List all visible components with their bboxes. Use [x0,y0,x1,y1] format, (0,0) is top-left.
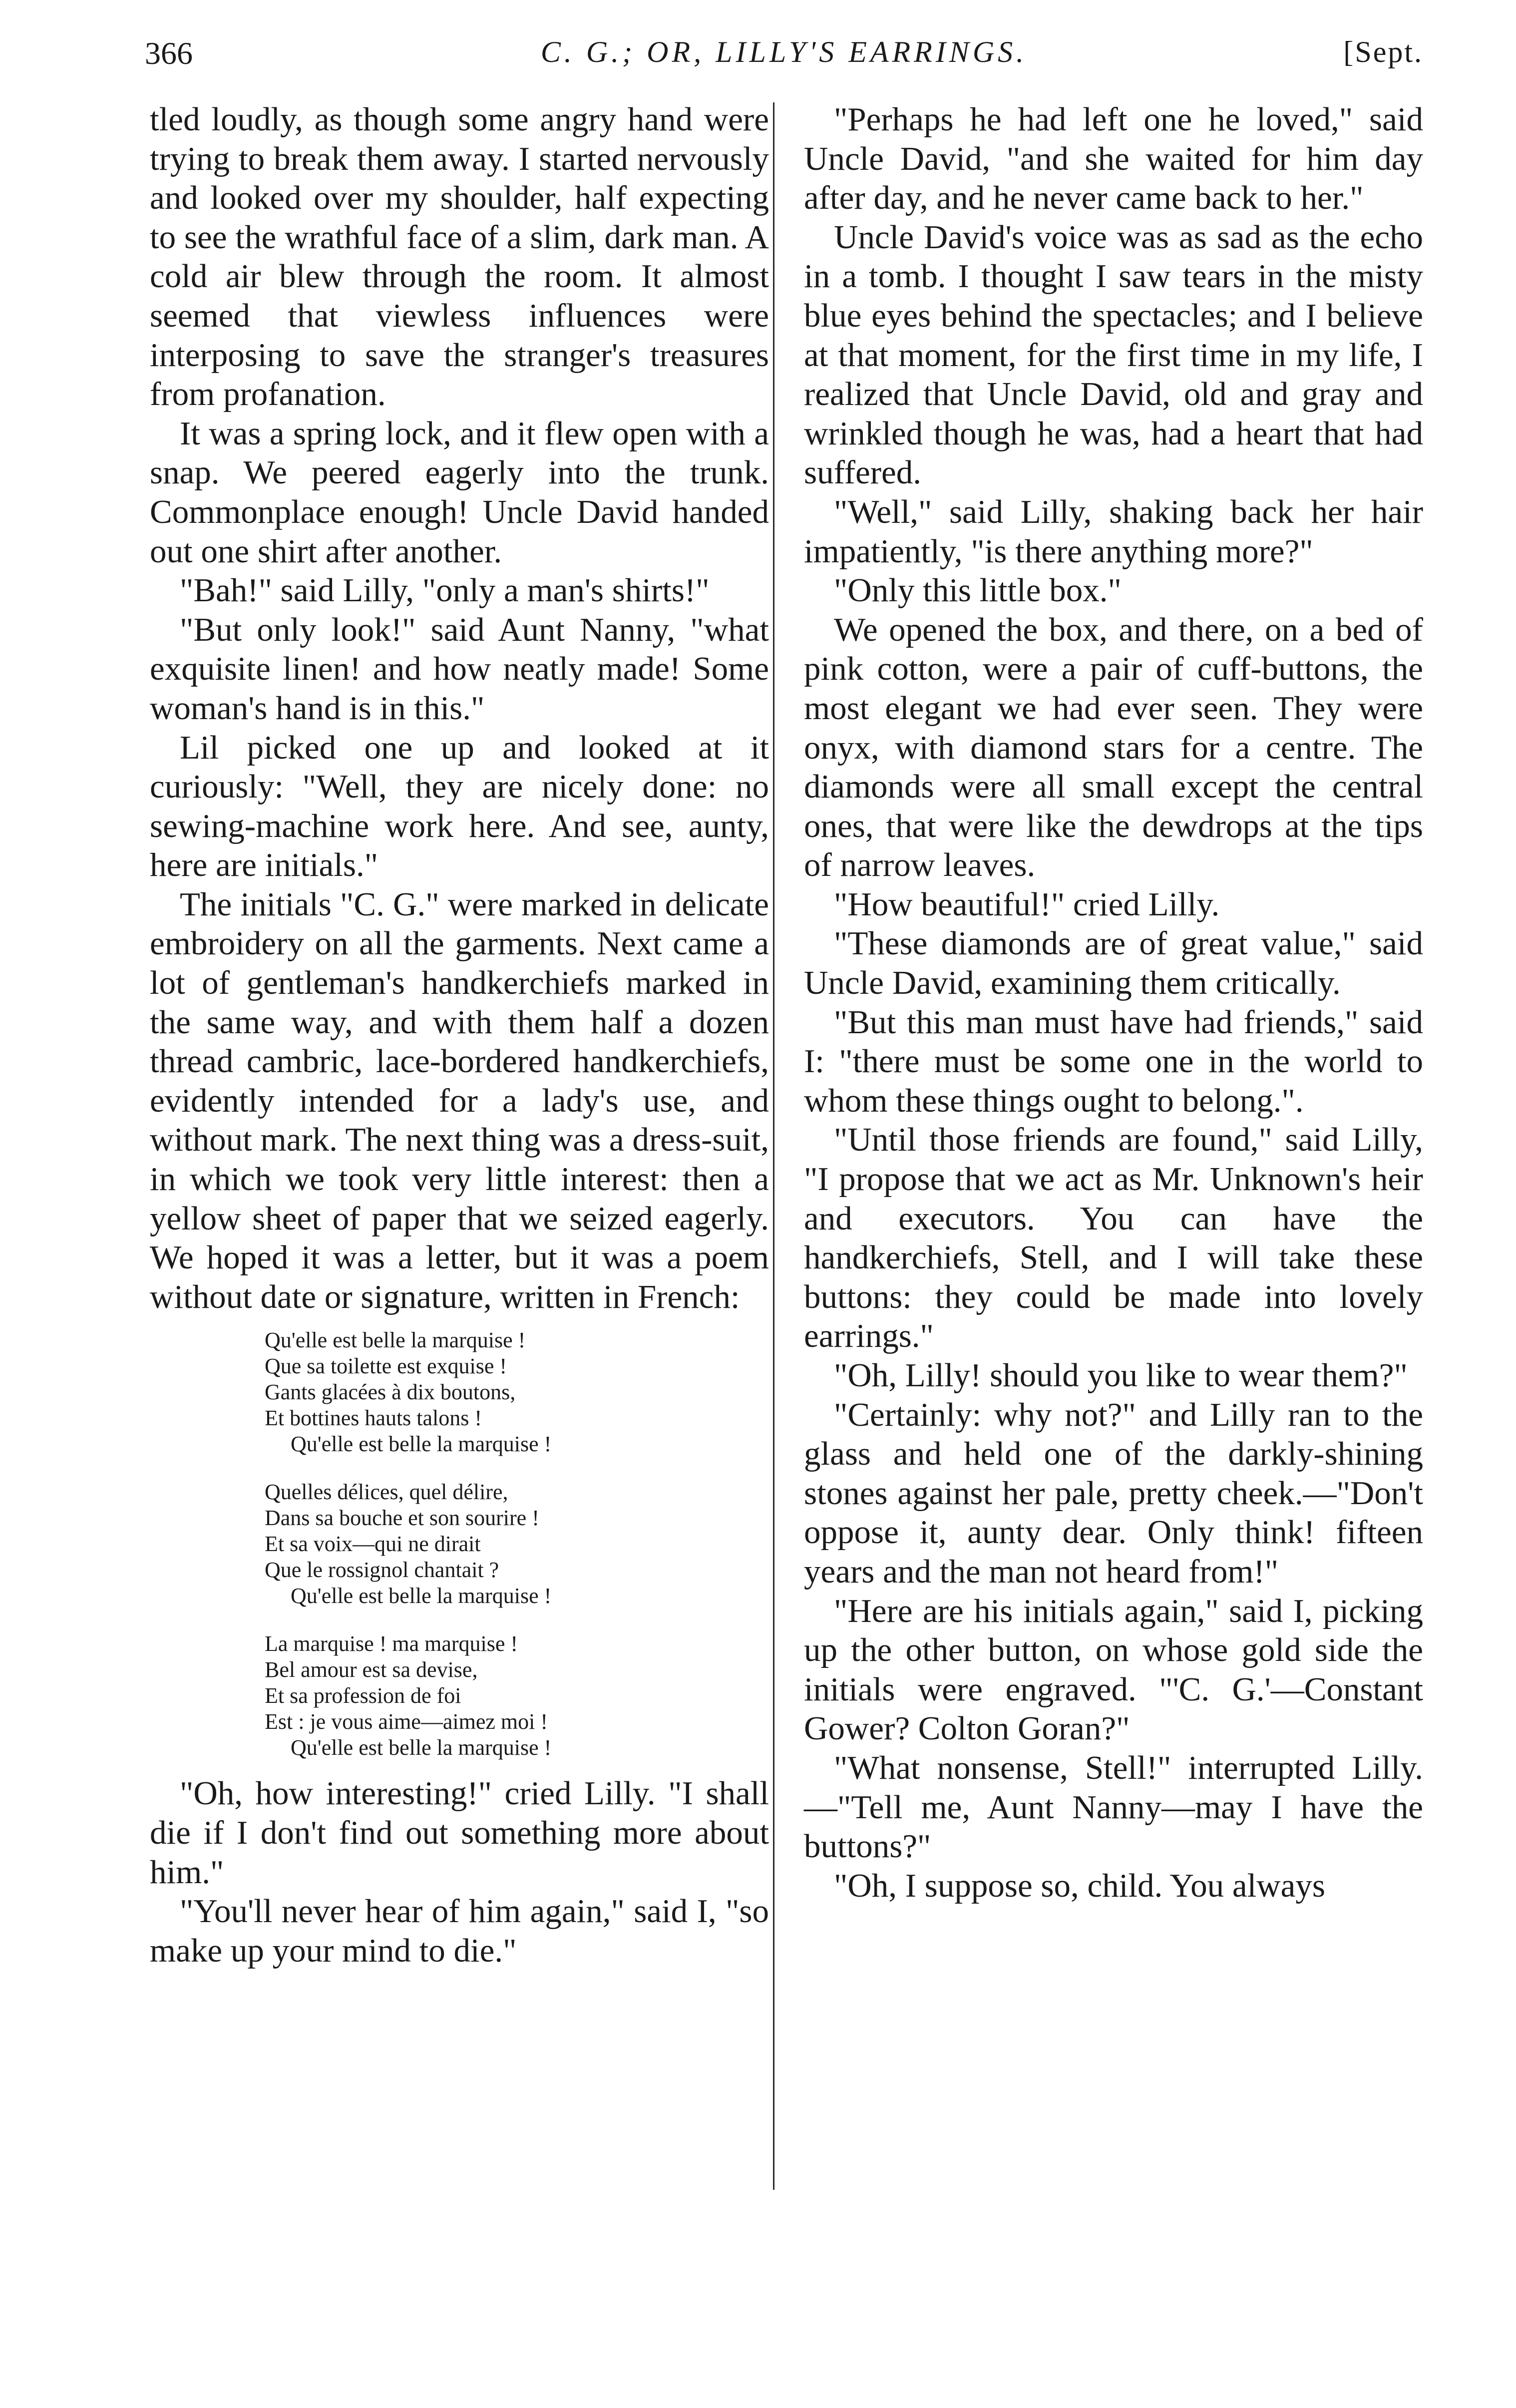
paragraph: "Until those friends are found," said Lilly, "I propose that we act as Mr. Unknown's heir and executors. You can have the handkerchiefs, Stell, and I will take these buttons: they could be made into lovely earrings." [804,1121,1423,1355]
poem-line: Et bottines hauts talons ! [265,1406,482,1431]
poem-refrain: Qu'elle est belle la marquise ! [291,1584,552,1608]
poem-stanza [265,1479,769,1609]
poem-line: Que le rossignol chantait ? [265,1558,499,1583]
paragraph: We opened the box, and there, on a bed of pink cotton, were a pair of cuff-buttons, the most elegant we had ever seen. They were onyx, with diamond stars for a centre. The diamonds were all small except the central ones, that were like the dewdrops at the tips of narrow leaves. [804,611,1423,884]
paragraph: tled loudly, as though some angry hand were trying to break them away. I started nervously and looked over my shoulder, half expecting to see the wrathful face of a slim, dark man. A cold air blew through the room. It almost seemed that viewless influences were interposing to save the stranger's treasures from profanation. [150,101,769,413]
right-column [804,100,1423,1905]
poem-line: La marquise ! ma marquise ! [265,1631,518,1656]
paragraph: "Only this little box." [834,572,1122,609]
paragraph: "These diamonds are of great value," said Uncle David, examining them critically. [804,925,1423,1002]
paragraph: "How beautiful!" cried Lilly. [834,885,1220,923]
poem-line: Gants glacées à dix boutons, [265,1380,516,1405]
paragraph: "Well," said Lilly, shaking back her hair impatiently, "is there anything more?" [804,493,1423,570]
paragraph: "Bah!" said Lilly, "only a man's shirts!" [180,572,710,609]
paragraph: "Oh, Lilly! should you like to wear them?" [834,1357,1408,1394]
poem-refrain: Qu'elle est belle la marquise ! [291,1735,552,1760]
poem-line: Que sa toilette est exquise ! [265,1354,507,1379]
poem-line: Et sa profession de foi [265,1683,461,1708]
paragraph: "Oh, I suppose so, child. You always [834,1867,1325,1904]
column-rule [773,102,774,2190]
paragraph: "Certainly: why not?" and Lilly ran to the glass and held one of the darkly-shining stones against her pale, pretty cheek.—"Don't oppose it, aunty dear. Only think! fifteen years and the man not heard from!" [804,1396,1423,1590]
paragraph: "But this man must have had friends," said I: "there must be some one in the world to whom these things ought to belong.". [804,1003,1423,1119]
page-number: 366 [145,35,193,71]
running-month: [Sept. [1343,35,1423,68]
poem-line: Est : je vous aime—aimez moi ! [265,1709,548,1734]
poem-stanza [265,1327,769,1457]
paragraph: The initials "C. G." were marked in delicate embroidery on all the garments. Next came a lot of gentleman's handkerchiefs marked in the same way, and with them half a dozen thread cambric, lace-bordered handkerchiefs, evidently intended for a lady's use, and without mark. The next thing was a dress-suit, in which we took very little interest: then a yellow sheet of paper that we seized eagerly. We hoped it was a letter, but it was a poem without date or signature, written in French: [150,885,769,1315]
poem-refrain: Qu'elle est belle la marquise ! [291,1432,552,1457]
poem-line: Qu'elle est belle la marquise ! [265,1328,526,1353]
paragraph: It was a spring lock, and it flew open with a snap. We peered eagerly into the trunk. Commonplace enough! Uncle David handed out one shirt after another. [150,414,769,570]
paragraph: "Oh, how interesting!" cried Lilly. "I shall die if I don't find out something more about him." [150,1775,769,1891]
paragraph: "Here are his initials again," said I, picking up the other button, on whose gold side the initials were engraved. "'C. G.'—Constant Gower? Colton Goran?" [804,1592,1423,1747]
running-header [145,35,1423,80]
left-column [150,100,769,1970]
french-poem [265,1327,769,1761]
poem-line: Et sa voix—qui ne dirait [265,1532,481,1557]
poem-line: Bel amour est sa devise, [265,1657,478,1682]
paragraph: Uncle David's voice was as sad as the echo in a tomb. I thought I saw tears in the misty blue eyes behind the spectacles; and I believe at that moment, for the first time in my life, I realized that Uncle David, old and gray and wrinkled though he was, had a heart that had suffered. [804,218,1423,491]
running-title: C. G.; OR, LILLY'S EARRINGS. [540,35,1028,68]
paragraph: Lil picked one up and looked at it curiously: "Well, they are nicely done: no sewing-machine work here. And see, aunty, here are initials." [150,729,769,884]
paragraph: "What nonsense, Stell!" interrupted Lilly.—"Tell me, Aunt Nanny—may I have the buttons?" [804,1749,1423,1865]
poem-stanza [265,1631,769,1761]
paragraph: "But only look!" said Aunt Nanny, "what exquisite linen! and how neatly made! Some woman's hand is in this." [150,611,769,727]
poem-line: Quelles délices, quel délire, [265,1480,508,1505]
paragraph: "Perhaps he had left one he loved," said Uncle David, "and she waited for him day after day, and he never came back to her." [804,101,1423,217]
paragraph: "You'll never hear of him again," said I, "so make up your mind to die." [150,1893,769,1969]
poem-line: Dans sa bouche et son sourire ! [265,1506,539,1531]
